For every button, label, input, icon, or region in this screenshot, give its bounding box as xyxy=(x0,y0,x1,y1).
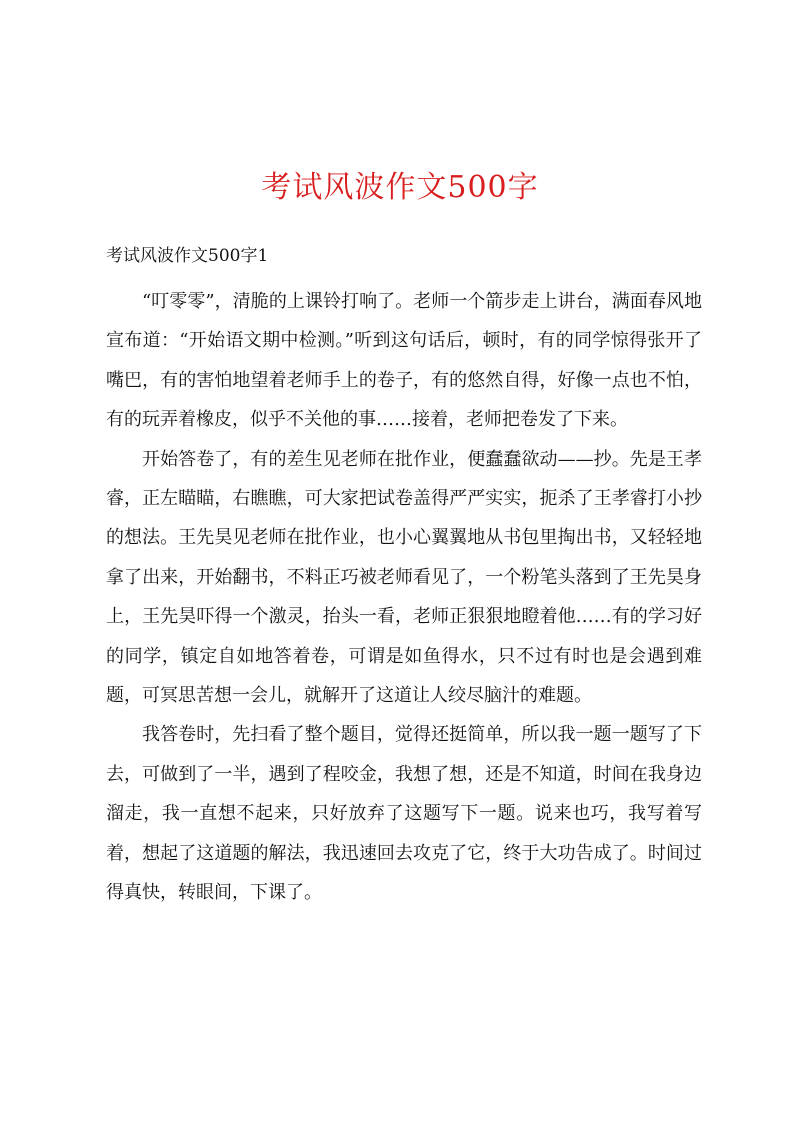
paragraph-3: 我答卷时，先扫看了整个题目，觉得还挺简单，所以我一题一题写了下去，可做到了一半，遇到了程咬金，我想了想，还是不知道，时间在我身边溜走，我一直想不起来，只好放弃了这题写下一题。说来也巧，我写着写着，想起了这道题的解法，我迅速回去攻克了它，终于大功告成了。时间过得真快，转眼间，下课了。 xyxy=(106,724,702,904)
paragraph-1: “叮零零”，清脆的上课铃打响了。老师一个箭步走上讲台，满面春风地宣布道：“开始语文期中检测。”听到这句话后，顿时，有的同学惊得张开了嘴巴，有的害怕地望着老师手上的卷子，有的悠然自得，好像一点也不怕，有的玩弄着橡皮，似乎不关他的事……接着，老师把卷发了下来。 xyxy=(106,291,702,431)
essay-body xyxy=(106,282,702,913)
document-title: 考试风波作文500字 xyxy=(261,170,539,205)
paragraph-2: 开始答卷了，有的差生见老师在批作业，便蠢蠢欲动——抄。先是王孝睿，正左瞄瞄，右瞧瞧，可大家把试卷盖得严严实实，扼杀了王孝睿打小抄的想法。王先昊见老师在批作业，也小心翼翼地从书包里掏出书，又轻轻地拿了出来，开始翻书，不料正巧被老师看见了，一个粉笔头落到了王先昊身上，王先昊吓得一个激灵，抬头一看，老师正狠狠地瞪着他……有的学习好的同学，镇定自如地答着卷，可谓是如鱼得水，只不过有时也是会遇到难题，可冥思苦想一会儿，就解开了这道让人绞尽脑汁的难题。 xyxy=(106,448,702,707)
essay-subtitle: 考试风波作文500字1 xyxy=(106,246,269,266)
